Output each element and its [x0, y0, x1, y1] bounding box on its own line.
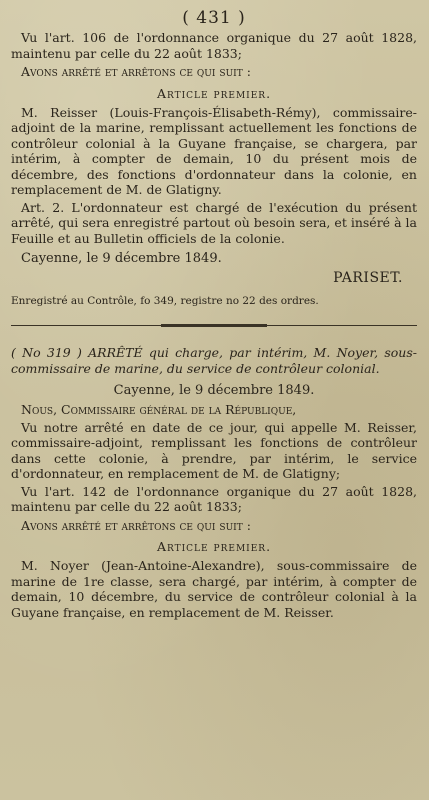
vu-paragraph-2: Vu l'art. 142 de l'ordonnance organique du 27 août 1828, maintenu par celle du 22 août 1833;: [11, 483, 417, 514]
decree-title: ( No 319 ) ARRÊTÉ qui charge, par intérim, M. Noyer, sous-commissaire de marine, du service de contrôleur colonial.: [11, 345, 417, 376]
decree-place-date: Cayenne, le 9 décembre 1849.: [113, 383, 315, 398]
section-divider: [11, 319, 417, 333]
place-date: Cayenne, le 9 décembre 1849.: [21, 251, 222, 266]
vu-paragraph: Vu l'art. 106 de l'ordonnance organique du 27 août 1828, maintenu par celle du 22 août 1833;: [11, 30, 417, 61]
article-1-paragraph: M. Reisser (Louis-François-Élisabeth-Rémy), commissaire-adjoint de la marine, remplissant actuellement les fonctions de contrôleur colonial à la Guyane française, se chargera, par intérim, à compter de demain, 10 du présent mois de décembre, des fonctions d'ordonnateur dans la colonie, en remplacement de M. de Glatigny.: [11, 104, 417, 197]
avons-paragraph-2: Avons arrêté et arrêtons ce qui suit :: [21, 517, 251, 533]
signature: PARISET.: [333, 269, 403, 286]
nous-paragraph: Nous, Commissaire général de la République,: [21, 402, 297, 417]
registration-note: Enregistré au Contrôle, fo 349, registre no 22 des ordres.: [11, 294, 319, 307]
page-number: ( 431 ): [182, 8, 246, 28]
article-heading: Article premier.: [156, 85, 272, 101]
article-2-paragraph: Art. 2. L'ordonnateur est chargé de l'exécution du présent arrêté, qui sera enregistré partout où besoin sera, et inséré à la Feuille et au Bulletin officiels de la colonie.: [11, 199, 417, 246]
avons-paragraph: Avons arrêté et arrêtons ce qui suit :: [21, 64, 251, 79]
vu-paragraph-1: Vu notre arrêté en date de ce jour, qui appelle M. Reisser, commissaire-adjoint, remplissant les fonctions de contrôleur dans cette colonie, à prendre, par intérim, le service d'ordonnateur, en remplacement de M. de Glatigny;: [11, 419, 417, 481]
article-heading-2: Article premier.: [156, 539, 272, 554]
article-1-paragraph-2: M. Noyer (Jean-Antoine-Alexandre), sous-commissaire de marine de 1re classe, sera chargé, par intérim, à compter de demain, 10 décembre, du service de contrôleur colonial à la Guyane française, en remplacement de M. Reisser.: [11, 558, 417, 620]
